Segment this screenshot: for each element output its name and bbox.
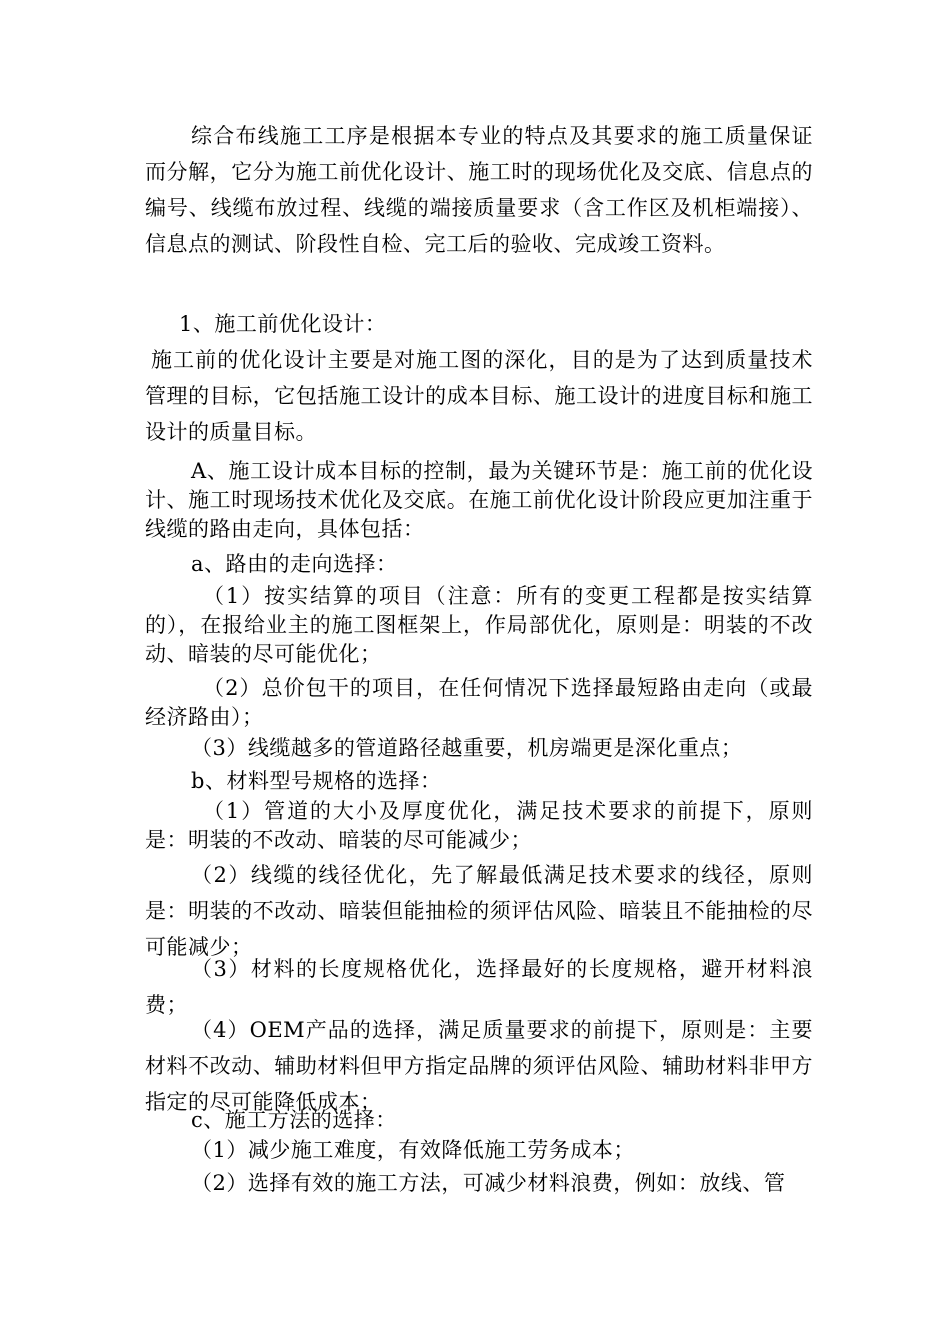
list-item-route-3: （3）线缆越多的管道路径越重要，机房端更是深化重点； [191,736,743,760]
subheading-method-selection: c、施工方法的选择： [191,1108,397,1132]
list-item-material-4: （4）OEM产品的选择，满足质量要求的前提下，原则是：主要材料不改动、辅助材料但甲方指定品牌的须评估风险、辅助材料非甲方指定的尽可能降低成本； [145,1018,813,1114]
list-item-route-2: （2）总价包干的项目，在任何情况下选择最短路由走向（或最经济路由）； [145,676,813,729]
list-item-method-1: （1）减少施工难度，有效降低施工劳务成本； [191,1138,635,1162]
list-item-material-2: （2）线缆的线径优化，先了解最低满足技术要求的线径，原则是：明装的不改动、暗装但能抽检的须评估风险、暗装且不能抽检的尽可能减少； [145,863,813,959]
list-item-method-2: （2）选择有效的施工方法，可减少材料浪费，例如：放线、管 [191,1171,786,1195]
paragraph-design-overview: 施工前的优化设计主要是对施工图的深化，目的是为了达到质量技术管理的目标，它包括施工设计的成本目标、施工设计的进度目标和施工设计的质量目标。 [145,348,813,444]
subheading-material-selection: b、材料型号规格的选择： [191,769,442,793]
paragraph-cost-control: A、施工设计成本目标的控制，最为关键环节是：施工前的优化设计、施工时现场技术优化及交底。在施工前优化设计阶段应更加注重于线缆的路由走向，具体包括： [145,459,813,541]
subheading-route-selection: a、路由的走向选择： [191,552,398,576]
heading-section-1: 1、施工前优化设计： [179,312,387,336]
list-item-material-1: （1）管道的大小及厚度优化，满足技术要求的前提下，原则是：明装的不改动、暗装的尽可能减少； [145,799,813,852]
paragraph-intro: 综合布线施工工序是根据本专业的特点及其要求的施工质量保证而分解，它分为施工前优化设计、施工时的现场优化及交底、信息点的编号、线缆布放过程、线缆的端接质量要求（含工作区及机柜端接）、信息点的测试、阶段性自检、完工后的验收、完成竣工资料。 [145,124,813,256]
list-item-material-3: （3）材料的长度规格优化，选择最好的长度规格，避开材料浪费； [145,957,813,1017]
list-item-route-1: （1）按实结算的项目（注意：所有的变更工程都是按实结算的），在报给业主的施工图框架上，作局部优化，原则是：明装的不改动、暗装的尽可能优化； [145,584,813,666]
